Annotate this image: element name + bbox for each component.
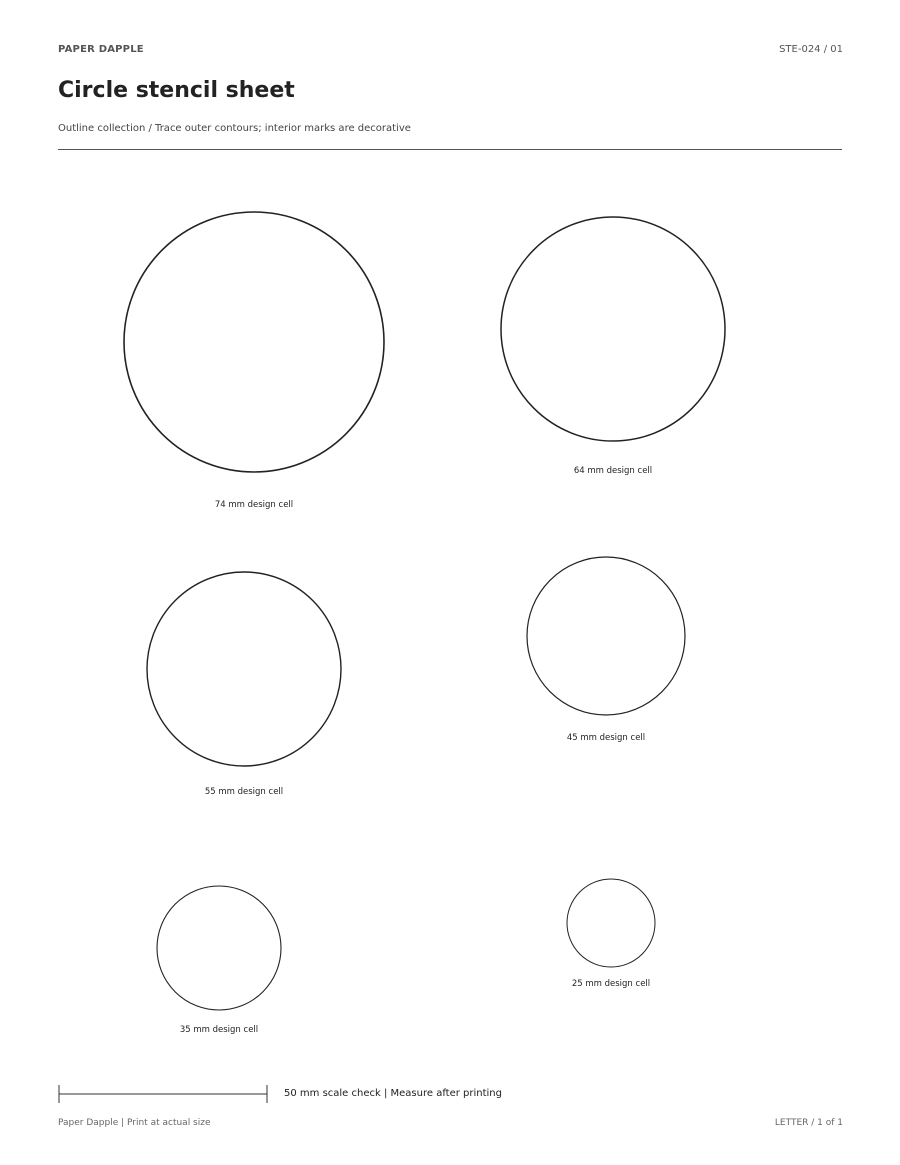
header-divider: [58, 149, 842, 150]
cell-label-55mm: 55 mm design cell: [204, 787, 284, 797]
cell-label-45mm: 45 mm design cell: [566, 733, 646, 743]
page-title: Circle stencil sheet: [58, 78, 295, 103]
footer-note: Paper Dapple | Print at actual size: [58, 1118, 211, 1128]
stencil-circle-55mm: [147, 572, 341, 766]
stencil-circle-25mm: [567, 879, 655, 967]
stencil-circle-74mm: [124, 212, 384, 472]
page-subtitle: Outline collection / Trace outer contours; interior marks are decorative: [58, 123, 411, 134]
scale-check-note: 50 mm scale check | Measure after printing: [284, 1088, 502, 1099]
cell-label-64mm: 64 mm design cell: [573, 466, 653, 476]
document-id: STE-024 / 01: [779, 44, 843, 55]
cell-label-74mm: 74 mm design cell: [214, 500, 294, 510]
cell-label-25mm: 25 mm design cell: [571, 979, 651, 989]
cell-label-35mm: 35 mm design cell: [179, 1025, 259, 1035]
stencil-circle-45mm: [527, 557, 685, 715]
stencil-circle-64mm: [501, 217, 725, 441]
page-count: LETTER / 1 of 1: [774, 1118, 843, 1128]
brand-name: PAPER DAPPLE: [58, 44, 144, 55]
stencil-circle-35mm: [157, 886, 281, 1010]
scale-bar: [59, 1085, 267, 1103]
